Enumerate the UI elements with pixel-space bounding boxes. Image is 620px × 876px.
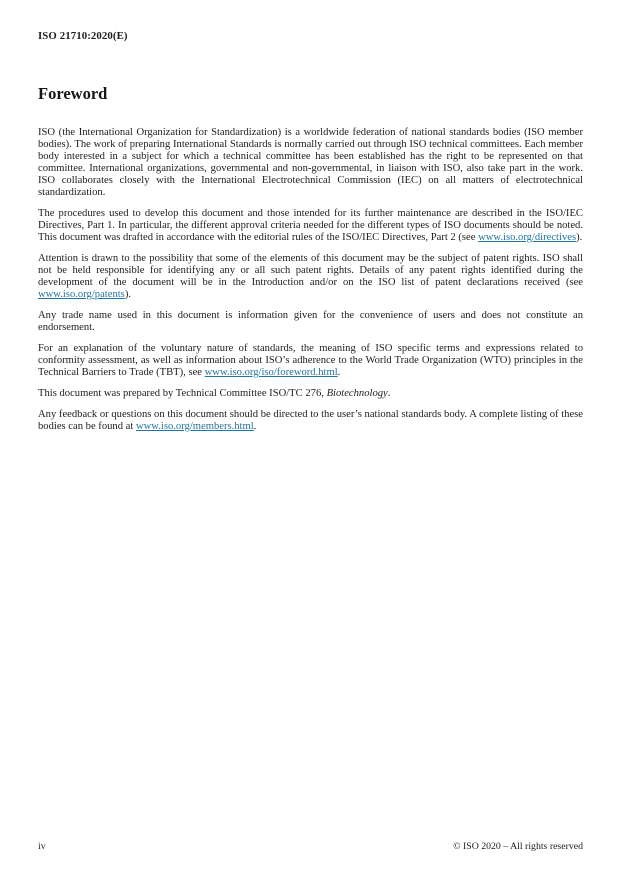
foreword-paragraph-6 bbox=[38, 388, 583, 400]
committee-name: Biotechnology bbox=[326, 388, 388, 399]
paragraph-text: ). bbox=[576, 232, 583, 243]
foreword-paragraph-5 bbox=[38, 343, 583, 379]
foreword-section bbox=[38, 84, 583, 442]
link-iso-members[interactable]: www.iso.org/members.html bbox=[135, 421, 254, 432]
foreword-paragraph-3 bbox=[38, 253, 583, 301]
paragraph-text: ). bbox=[124, 289, 131, 300]
link-iso-patents[interactable]: www.iso.org/patents bbox=[38, 289, 125, 300]
foreword-paragraph-1 bbox=[38, 127, 583, 199]
paragraph-text: . bbox=[337, 367, 341, 378]
paragraph-text: For an explanation of the voluntary nature of standards, the meaning of ISO specific terms and expressions related to conformity assessment, as well as information about ISO’s adherence to the World Trade Organization (WTO) principles in the Technical Barriers to Trade (TBT), see bbox=[38, 343, 583, 378]
link-iso-directives[interactable]: www.iso.org/directives bbox=[478, 232, 577, 243]
paragraph-text: . bbox=[387, 388, 391, 399]
paragraph-text: . bbox=[253, 421, 257, 432]
paragraph-text: This document was prepared by Technical Committee ISO/TC 276, bbox=[38, 388, 327, 399]
document-number: ISO 21710:2020(E) bbox=[38, 30, 128, 42]
paragraph-text: Any feedback or questions on this document should be directed to the user’s national standards body. A complete listing of these bodies can be found at bbox=[38, 409, 583, 432]
foreword-paragraph-7 bbox=[38, 409, 583, 433]
foreword-paragraph-2 bbox=[38, 208, 583, 244]
page-footer bbox=[38, 841, 583, 852]
paragraph-text: Any trade name used in this document is information given for the convenience of users and does not constitute an endorsement. bbox=[38, 310, 583, 333]
paragraph-text: The procedures used to develop this document and those intended for its further maintenance are described in the ISO/IEC Directives, Part 1. In particular, the different approval criteria needed for the different types of ISO documents should be noted. This document was drafted in accordance with the editorial rules of the ISO/IEC Directives, Part 2 (see bbox=[38, 208, 583, 243]
paragraph-text: ISO (the International Organization for Standardization) is a worldwide federation of national standards bodies (ISO member bodies). The work of preparing International Standards is normally carried out through ISO technical committees. Each member body interested in a subject for which a technical committee has been established has the right to be represented on that committee. International organizations, governmental and non-governmental, in liaison with ISO, also take part in the work. ISO collaborates closely with the International Electrotechnical Commission (IEC) on all matters of electrotechnical standardization. bbox=[38, 127, 583, 198]
foreword-title: Foreword bbox=[38, 84, 108, 103]
page-number: iv bbox=[38, 841, 46, 852]
copyright-notice: © ISO 2020 – All rights reserved bbox=[453, 841, 583, 852]
link-iso-foreword[interactable]: www.iso.org/iso/foreword.html bbox=[204, 367, 338, 378]
foreword-paragraph-4 bbox=[38, 310, 583, 334]
paragraph-text: Attention is drawn to the possibility that some of the elements of this document may be the subject of patent rights. ISO shall not be held responsible for identifying any or all such patent rights. Details of any patent rights identified during the development of the document will be in the Introduction and/or on the ISO list of patent declarations received (see bbox=[38, 253, 583, 288]
